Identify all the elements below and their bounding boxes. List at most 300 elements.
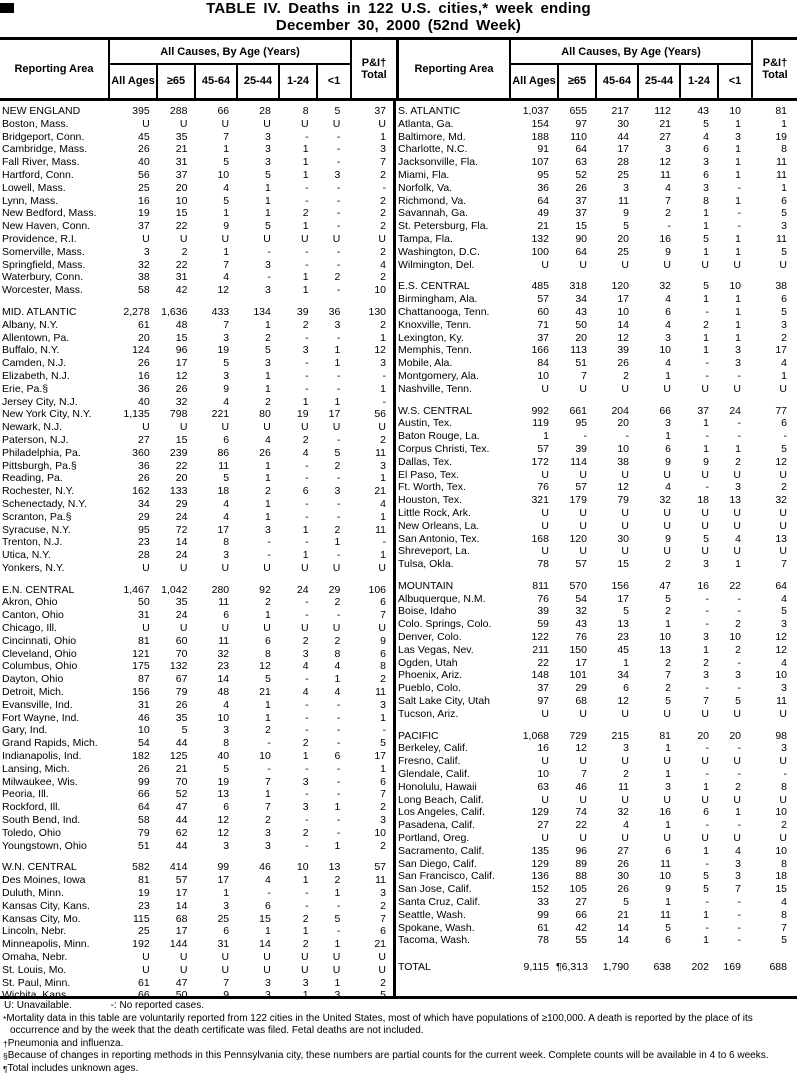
value-cell: 3 — [223, 331, 230, 344]
city-row — [396, 469, 794, 482]
city-name: Milwaukee, Wis. — [2, 775, 78, 788]
value-cell: U — [142, 561, 150, 574]
value-cell: U — [663, 506, 671, 519]
value-cell: 98 — [775, 729, 787, 742]
city-row — [396, 858, 794, 871]
value-cell: 7 — [665, 194, 671, 207]
value-cell: 2 — [265, 485, 271, 498]
footnote — [0, 1038, 797, 1051]
value-cell: - — [305, 536, 309, 549]
value-cell: 1,790 — [602, 961, 629, 974]
region-name: E.S. CENTRAL — [398, 280, 470, 293]
value-cell: - — [705, 592, 709, 605]
value-cell: 21 — [374, 938, 387, 951]
value-cell: 72 — [175, 523, 188, 536]
value-cell: - — [305, 814, 309, 827]
value-cell: 11 — [776, 695, 787, 708]
value-cell: U — [541, 382, 549, 395]
value-cell: 2 — [735, 780, 741, 793]
city-name: Corpus Christi, Tex. — [398, 442, 490, 455]
city-row — [396, 669, 794, 682]
city-row — [396, 883, 794, 896]
value-cell: 5 — [703, 232, 709, 245]
city-row — [396, 195, 794, 208]
city-name: Tulsa, Okla. — [398, 558, 454, 571]
value-cell: 3 — [380, 698, 387, 711]
value-cell: 89 — [575, 857, 587, 870]
value-cell: 44 — [175, 814, 188, 827]
city-name: St. Louis, Mo. — [2, 963, 67, 976]
value-cell: 74 — [575, 806, 587, 819]
value-cell: 66 — [138, 989, 150, 1002]
value-cell: 40 — [217, 750, 230, 763]
value-cell: U — [663, 793, 671, 806]
value-cell: - — [705, 819, 709, 832]
value-cell: 31 — [138, 698, 150, 711]
value-cell: 6 — [334, 750, 341, 763]
section-spacer — [0, 852, 393, 861]
value-cell: U — [621, 545, 629, 558]
value-cell: 3 — [302, 976, 309, 989]
city-row — [396, 695, 794, 708]
city-name: St. Paul, Minn. — [2, 976, 71, 989]
value-cell: 10 — [617, 305, 629, 318]
value-cell: 113 — [570, 344, 587, 357]
city-name: Nashville, Tenn. — [398, 382, 472, 395]
city-row — [0, 396, 393, 409]
footnote — [0, 1063, 797, 1076]
value-cell: 16 — [138, 194, 150, 207]
value-cell: 28 — [138, 549, 150, 562]
value-cell: U — [579, 832, 587, 845]
value-cell: U — [779, 382, 787, 395]
table-body — [0, 101, 797, 1002]
city-name: Cincinnati, Ohio — [2, 634, 77, 647]
value-cell: 62 — [175, 826, 188, 839]
value-cell: 21 — [659, 117, 671, 130]
city-name: Baltimore, Md. — [398, 130, 466, 143]
value-cell: 1 — [623, 656, 629, 669]
value-cell: 1 — [265, 497, 271, 510]
value-cell: 46 — [575, 780, 587, 793]
value-cell: U — [142, 622, 150, 635]
total-label: TOTAL — [398, 961, 431, 974]
value-cell: 5 — [334, 912, 341, 925]
value-cell: 288 — [169, 105, 188, 117]
value-cell: - — [336, 284, 341, 297]
value-cell: 47 — [175, 801, 188, 814]
value-cell: U — [378, 421, 387, 434]
footnotes-block — [0, 1000, 797, 1076]
value-cell: - — [336, 698, 341, 711]
city-row — [0, 699, 393, 712]
value-cell: 9 — [703, 455, 709, 468]
value-cell: 1 — [223, 143, 230, 156]
city-row — [0, 498, 393, 511]
value-cell: 5 — [781, 442, 787, 455]
city-name: Hartford, Conn. — [2, 168, 74, 181]
value-cell: 1 — [703, 934, 709, 947]
value-cell: - — [336, 899, 341, 912]
city-name: New Orleans, La. — [398, 519, 480, 532]
value-cell: 2 — [665, 558, 671, 571]
value-cell: 4 — [380, 497, 387, 510]
value-cell: 10 — [729, 280, 741, 293]
value-cell: 3 — [703, 558, 709, 571]
city-row — [396, 896, 794, 909]
value-cell: 14 — [175, 536, 188, 549]
col-header-45-64: 45-64 — [597, 65, 639, 98]
value-cell: 10 — [296, 861, 309, 874]
footnote-text: Pneumonia and influenza. — [7, 1037, 124, 1049]
value-cell: - — [305, 245, 309, 258]
value-cell: 3 — [665, 331, 671, 344]
value-cell: 36 — [328, 305, 341, 318]
value-cell: 4 — [302, 446, 309, 459]
city-name: Elizabeth, N.J. — [2, 369, 70, 382]
value-cell: 11 — [618, 780, 629, 793]
value-cell: 14 — [617, 934, 629, 947]
value-cell: 4 — [665, 293, 671, 306]
value-cell: 38 — [775, 280, 787, 293]
value-cell: U — [701, 793, 709, 806]
footnote-marker: † — [3, 1038, 8, 1049]
city-row — [396, 344, 794, 357]
value-cell: U — [300, 622, 309, 635]
value-cell: 20 — [175, 181, 188, 194]
value-cell: 655 — [569, 105, 587, 117]
value-cell: 95 — [575, 417, 587, 430]
value-cell: 68 — [175, 912, 188, 925]
value-cell: 2 — [181, 245, 188, 258]
city-name: Toledo, Ohio — [2, 826, 61, 839]
city-row — [0, 788, 393, 801]
city-name: Lincoln, Nebr. — [2, 925, 67, 938]
value-cell: U — [179, 951, 188, 963]
footnotes-list — [0, 1013, 797, 1076]
value-cell: 10 — [138, 724, 150, 737]
value-cell: 32 — [617, 806, 629, 819]
value-cell: 10 — [217, 168, 230, 181]
city-row — [0, 460, 393, 473]
total-row — [396, 961, 794, 974]
value-cell: 57 — [575, 481, 587, 494]
value-cell: U — [579, 793, 587, 806]
region-row — [0, 105, 393, 118]
value-cell: - — [305, 382, 309, 395]
region-row — [0, 306, 393, 319]
city-name: Dallas, Tex. — [398, 455, 453, 468]
value-cell: U — [701, 519, 709, 532]
value-cell: 1,467 — [123, 583, 150, 596]
value-cell: 92 — [259, 583, 271, 596]
value-cell: 12 — [217, 284, 230, 297]
city-name: Mobile, Ala. — [398, 357, 453, 370]
city-name: Minneapolis, Minn. — [2, 938, 90, 951]
value-cell: - — [783, 768, 787, 781]
value-cell: 19 — [296, 408, 309, 421]
value-cell: U — [663, 545, 671, 558]
value-cell: 17 — [175, 925, 188, 938]
value-cell: 1,135 — [123, 408, 150, 421]
value-cell: 5 — [665, 921, 671, 934]
value-cell: - — [305, 762, 309, 775]
value-cell: 86 — [217, 446, 230, 459]
value-cell: 1 — [665, 819, 671, 832]
value-cell: 4 — [302, 660, 309, 673]
value-cell: 54 — [575, 592, 587, 605]
value-cell: 19 — [217, 344, 230, 357]
city-name: Birmingham, Ala. — [398, 293, 478, 306]
value-cell: 121 — [132, 647, 150, 660]
city-row — [0, 408, 393, 421]
value-cell: 40 — [138, 395, 150, 408]
value-cell: 8 — [223, 536, 230, 549]
value-cell: 9,115 — [523, 961, 549, 974]
value-cell: 66 — [138, 788, 150, 801]
value-cell: 70 — [175, 775, 188, 788]
value-cell: 11 — [776, 168, 787, 181]
value-cell: U — [779, 506, 787, 519]
value-cell: 1 — [265, 369, 271, 382]
value-cell: U — [263, 951, 271, 963]
value-cell: - — [705, 357, 709, 370]
value-cell: 6 — [265, 634, 271, 647]
city-row — [396, 443, 794, 456]
value-cell: 1 — [703, 844, 709, 857]
value-cell: 29 — [175, 497, 188, 510]
value-cell: 1 — [735, 806, 741, 819]
value-cell: 19 — [217, 775, 230, 788]
value-cell: 35 — [175, 711, 188, 724]
city-row — [0, 259, 393, 272]
value-cell: U — [701, 468, 709, 481]
value-cell: 125 — [169, 750, 188, 763]
value-cell: 2 — [781, 481, 787, 494]
city-row — [0, 562, 393, 575]
value-cell: U — [779, 468, 787, 481]
value-cell: 17 — [217, 523, 230, 536]
city-row — [0, 673, 393, 686]
value-cell: 10 — [537, 369, 549, 382]
value-cell: - — [305, 609, 309, 622]
value-cell: 4 — [781, 357, 787, 370]
value-cell: 1 — [735, 318, 741, 331]
value-cell: 37 — [175, 168, 188, 181]
value-cell: 31 — [175, 156, 188, 169]
city-row — [396, 507, 794, 520]
value-cell: 4 — [334, 686, 341, 699]
city-name: Scranton, Pa.§ — [2, 510, 72, 523]
value-cell: 5 — [665, 695, 671, 708]
city-name: Lynn, Mass. — [2, 194, 59, 207]
value-cell: 32 — [775, 494, 787, 507]
value-cell: 70 — [175, 647, 188, 660]
city-row — [0, 344, 393, 357]
value-cell: 10 — [537, 768, 549, 781]
city-name: Fresno, Calif. — [398, 755, 461, 768]
city-row — [0, 472, 393, 485]
value-cell: 156 — [132, 686, 150, 699]
city-row — [0, 977, 393, 990]
value-cell: U — [701, 755, 709, 768]
value-cell: 1 — [302, 220, 309, 233]
value-cell: 3 — [735, 344, 741, 357]
value-cell: 1 — [665, 369, 671, 382]
city-row — [0, 383, 393, 396]
value-cell: U — [332, 963, 341, 976]
value-cell: 3 — [781, 682, 787, 695]
value-cell: 3 — [302, 801, 309, 814]
value-cell: 1 — [735, 232, 741, 245]
city-row — [396, 593, 794, 606]
table-title-line1: TABLE IV. Deaths in 122 U.S. cities,* week ending — [206, 0, 591, 17]
value-cell: - — [336, 472, 341, 485]
value-cell: 7 — [223, 318, 230, 331]
value-cell: 20 — [729, 729, 741, 742]
value-cell: 3 — [223, 899, 230, 912]
value-cell: 7 — [581, 768, 587, 781]
value-cell: 26 — [259, 446, 271, 459]
value-cell: 134 — [253, 305, 271, 318]
value-cell: 5 — [334, 446, 341, 459]
region-row — [396, 580, 794, 593]
city-row — [0, 964, 393, 977]
city-name: Cambridge, Mass. — [2, 143, 88, 156]
value-cell: U — [378, 232, 387, 245]
value-cell: 6 — [781, 293, 787, 306]
city-name: Youngstown, Ohio — [2, 839, 87, 852]
value-cell: 10 — [175, 194, 188, 207]
value-cell: 3 — [334, 989, 341, 1002]
value-cell: 2 — [302, 826, 309, 839]
value-cell: 68 — [575, 695, 587, 708]
value-cell: 9 — [665, 455, 671, 468]
value-cell: 6 — [223, 801, 230, 814]
value-cell: 7 — [380, 156, 387, 169]
value-cell: 15 — [175, 331, 188, 344]
section-spacer — [396, 721, 794, 730]
value-cell: 4 — [223, 497, 230, 510]
section-spacer — [396, 571, 794, 580]
value-cell: 2 — [265, 814, 271, 827]
city-row — [396, 259, 794, 272]
value-cell: 78 — [537, 934, 549, 947]
city-name: Akron, Ohio — [2, 596, 58, 609]
city-row — [396, 417, 794, 430]
value-cell: U — [733, 506, 741, 519]
value-cell: 129 — [531, 857, 549, 870]
col-header-1-24: 1-24 — [280, 65, 318, 98]
value-cell: 61 — [537, 921, 549, 934]
city-name: Fort Wayne, Ind. — [2, 711, 80, 724]
city-name: Trenton, N.J. — [2, 536, 63, 549]
value-cell: 17 — [328, 408, 341, 421]
city-name: Boston, Mass. — [2, 117, 69, 130]
value-cell: 4 — [334, 660, 341, 673]
value-cell: 36 — [537, 181, 549, 194]
city-row — [396, 430, 794, 443]
value-cell: 414 — [169, 861, 188, 874]
value-cell: 39 — [617, 344, 629, 357]
value-cell: 1 — [380, 472, 387, 485]
value-cell: 9 — [623, 207, 629, 220]
value-cell: - — [336, 762, 341, 775]
value-cell: 13 — [775, 532, 787, 545]
city-name: San Jose, Calif. — [398, 883, 472, 896]
value-cell: - — [737, 819, 741, 832]
value-cell: 64 — [537, 194, 549, 207]
pi-total-header: P&I† Total — [751, 40, 797, 98]
value-cell: 29 — [328, 583, 341, 596]
footnote — [0, 1013, 797, 1038]
value-cell: 1 — [334, 536, 341, 549]
value-cell: 38 — [617, 455, 629, 468]
city-row — [396, 644, 794, 657]
value-cell: 3 — [265, 284, 271, 297]
city-name: San Antonio, Tex. — [398, 532, 480, 545]
value-cell: 3 — [703, 181, 709, 194]
value-cell: 114 — [570, 455, 587, 468]
value-cell: 8 — [781, 857, 787, 870]
value-cell: - — [305, 788, 309, 801]
value-cell: 37 — [138, 220, 150, 233]
value-cell: 5 — [623, 220, 629, 233]
city-name: Washington, D.C. — [398, 245, 480, 258]
value-cell: - — [705, 768, 709, 781]
value-cell: 32 — [175, 395, 188, 408]
value-cell: - — [336, 382, 341, 395]
value-cell: 2 — [265, 395, 271, 408]
value-cell: 99 — [537, 908, 549, 921]
scan-artifact — [0, 3, 14, 13]
value-cell: 318 — [569, 280, 587, 293]
value-cell: 7 — [223, 976, 230, 989]
city-row — [396, 682, 794, 695]
city-row — [396, 156, 794, 169]
value-cell: U — [701, 382, 709, 395]
value-cell: U — [541, 468, 549, 481]
region-name: MID. ATLANTIC — [2, 305, 77, 318]
value-cell: 2 — [302, 912, 309, 925]
value-cell: 2 — [735, 455, 741, 468]
value-cell: 5 — [265, 344, 271, 357]
value-cell: 11 — [218, 634, 230, 647]
value-cell: - — [336, 156, 341, 169]
value-cell: 25 — [138, 181, 150, 194]
value-cell: 6 — [665, 934, 671, 947]
value-cell: - — [737, 656, 741, 669]
value-cell: 32 — [217, 647, 230, 660]
value-cell: 2 — [380, 673, 387, 686]
value-cell: 1 — [735, 558, 741, 571]
value-cell: 3 — [665, 780, 671, 793]
value-cell: 7 — [781, 921, 787, 934]
value-cell: 3 — [380, 814, 387, 827]
city-row — [396, 131, 794, 144]
value-cell: U — [579, 382, 587, 395]
value-cell: 2 — [302, 433, 309, 446]
value-cell: - — [305, 459, 309, 472]
value-cell: 1 — [703, 417, 709, 430]
value-cell: - — [737, 768, 741, 781]
city-name: Canton, Ohio — [2, 609, 64, 622]
value-cell: U — [142, 963, 150, 976]
value-cell: 110 — [570, 130, 587, 143]
region-row — [396, 105, 794, 118]
value-cell: 4 — [265, 874, 271, 887]
value-cell: 1 — [380, 130, 387, 143]
